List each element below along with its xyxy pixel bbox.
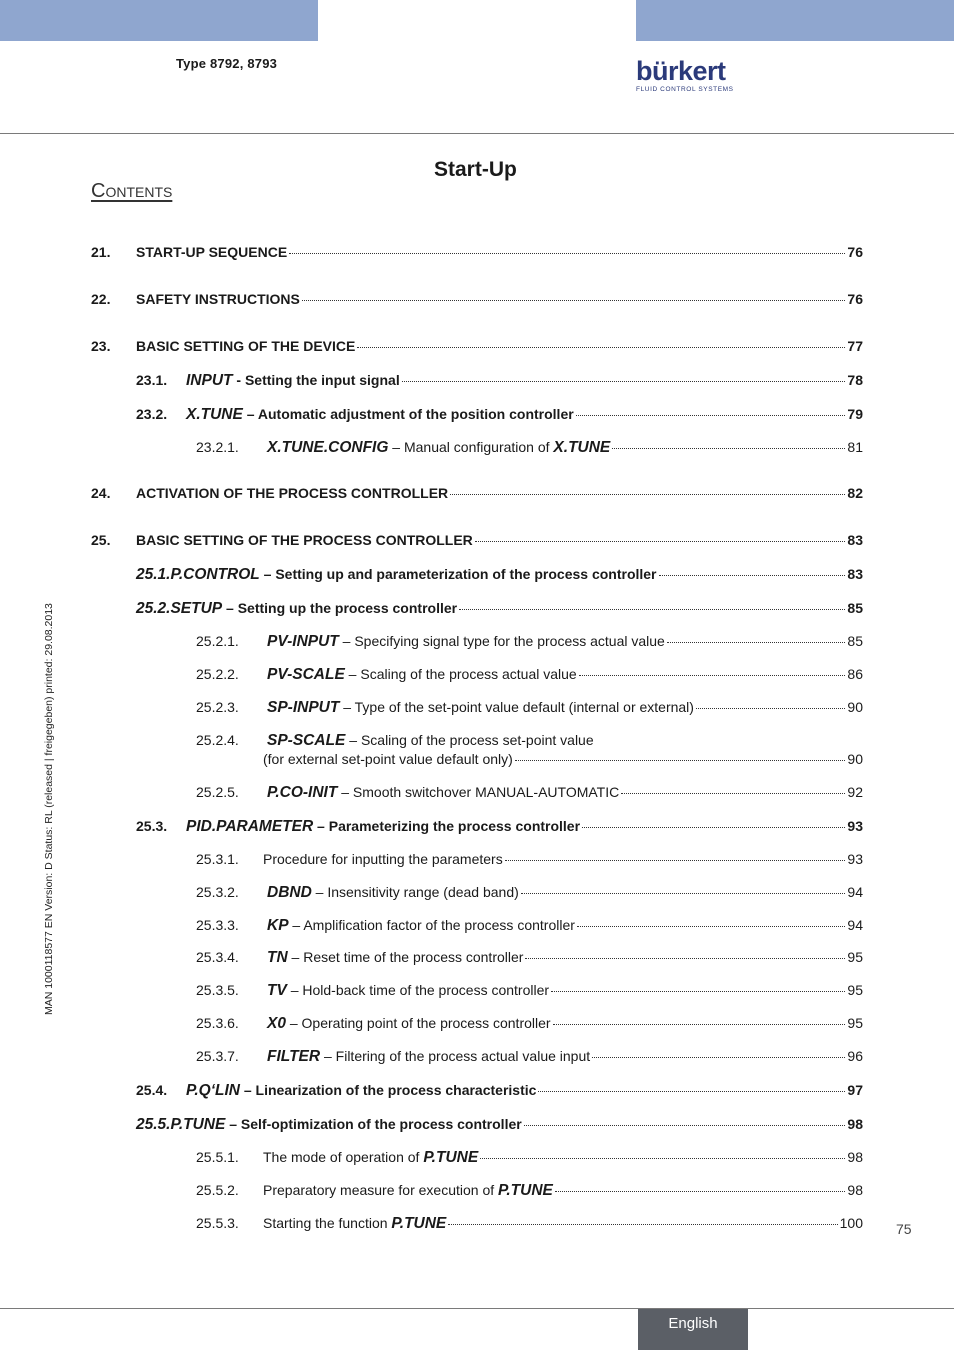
- toc-entry-leader: [515, 760, 846, 761]
- toc-entry-number: 23.2.: [136, 406, 168, 422]
- toc-entry-number: 25.4.: [136, 1082, 168, 1098]
- toc-entry-title: – Amplification factor of the process controller: [288, 917, 575, 933]
- toc-entry-title: SAFETY INSTRUCTIONS: [136, 291, 300, 307]
- toc-entry-leader: [579, 675, 846, 676]
- toc-entry-leader: [289, 253, 845, 254]
- toc-entry-title: – Self-optimization of the process controller: [225, 1116, 522, 1132]
- toc-entry-keyword: TN: [267, 949, 288, 966]
- toc-entry-number: 25.3.: [136, 818, 168, 834]
- toc-entry-title: Procedure for inputting the parameters: [263, 851, 503, 867]
- toc-entry-leader: [555, 1191, 846, 1192]
- toc-entry-number: 25.: [91, 532, 111, 548]
- toc-entry-page: 83: [847, 532, 863, 548]
- toc-entry-number: 23.: [91, 338, 111, 354]
- toc-entry-keyword: X.TUNE: [186, 406, 243, 423]
- logo-wordmark: bürkert: [636, 56, 726, 86]
- toc-entry-title: – Manual configuration of: [388, 439, 554, 455]
- toc-entry-leader: [302, 300, 846, 301]
- toc-entry-number: 25.5.2.: [196, 1182, 239, 1198]
- toc-entry-leader: [448, 1224, 837, 1225]
- toc-entry[interactable]: [196, 784, 863, 802]
- toc-entry-title: – Filtering of the process actual value input: [320, 1048, 591, 1064]
- toc-entry-leader: [475, 541, 846, 542]
- toc-entry-title: – Reset time of the process controller: [287, 949, 524, 965]
- toc-entry-keyword: X.TUNE: [553, 439, 611, 456]
- toc-entry-title: BASIC SETTING OF THE PROCESS CONTROLLER: [136, 532, 473, 548]
- toc-entry[interactable]: [136, 818, 863, 836]
- toc-entry-page: 81: [847, 439, 863, 455]
- toc-entry-keyword: 25.5.P.TUNE: [136, 1116, 226, 1133]
- toc-entry[interactable]: [196, 1015, 863, 1033]
- burkert-logo: [636, 56, 736, 96]
- toc-entry-keyword: SP-INPUT: [267, 699, 340, 716]
- toc-entry-page: 85: [847, 633, 863, 649]
- toc-entry[interactable]: [136, 1116, 863, 1134]
- toc-entry[interactable]: [91, 485, 863, 501]
- document-info-vertical: MAN 1000118577 EN Version: D Status: RL (released | freigegeben) printed: 29.08.2013: [43, 603, 55, 1015]
- toc-entry-title: – Operating point of the process controller: [285, 1015, 551, 1031]
- toc-entry-keyword: SP-SCALE: [267, 732, 346, 749]
- toc-entry[interactable]: [196, 699, 863, 717]
- toc-entry-leader: [525, 958, 845, 959]
- toc-entry-title: – Linearization of the process characteristic: [239, 1082, 537, 1098]
- toc-entry-page: 76: [847, 244, 863, 260]
- toc-entry-number: 23.1.: [136, 372, 168, 388]
- toc-entry[interactable]: [196, 633, 863, 651]
- toc-entry-page: 93: [847, 851, 863, 867]
- section-title: Start-Up: [434, 158, 517, 181]
- toc-entry-leader: [582, 827, 845, 828]
- toc-entry-number: 25.3.2.: [196, 884, 239, 900]
- header-divider: [0, 133, 954, 134]
- toc-entry-title: – Insensitivity range (dead band): [311, 884, 519, 900]
- toc-entry[interactable]: [196, 917, 863, 935]
- toc-entry[interactable]: [136, 406, 863, 424]
- toc-entry-title: – Specifying signal type for the process actual value: [338, 633, 665, 649]
- toc-entry[interactable]: [91, 291, 863, 307]
- toc-entry-page: 95: [847, 949, 863, 965]
- toc-entry-number: 25.3.1.: [196, 851, 239, 867]
- toc-entry-keyword: TV: [267, 982, 287, 999]
- toc-entry-leader: [480, 1158, 845, 1159]
- toc-entry[interactable]: [136, 600, 863, 618]
- toc-entry[interactable]: [196, 884, 863, 902]
- toc-entry-page: 83: [847, 566, 863, 582]
- toc-entry-page: 98: [847, 1149, 863, 1165]
- toc-entry-page: 93: [847, 818, 863, 834]
- header-accent-bar-right: [636, 0, 954, 41]
- toc-entry-leader: [357, 347, 845, 348]
- toc-entry-number: 25.3.7.: [196, 1048, 239, 1064]
- toc-entry-title: Starting the function: [263, 1215, 392, 1231]
- toc-entry-page: 95: [847, 1015, 863, 1031]
- toc-entry[interactable]: [196, 851, 863, 867]
- toc-entry-leader: [659, 575, 846, 576]
- toc-entry[interactable]: [196, 1149, 863, 1167]
- toc-entry-keyword: DBND: [267, 884, 312, 901]
- toc-entry-page: 98: [847, 1116, 863, 1132]
- toc-entry-title: The mode of operation of: [263, 1149, 424, 1165]
- toc-entry-keyword: 25.1.P.CONTROL: [136, 566, 260, 583]
- toc-entry[interactable]: [196, 666, 863, 684]
- toc-entry-title: – Smooth switchover MANUAL-AUTOMATIC: [337, 784, 620, 800]
- toc-entry-page: 78: [847, 372, 863, 388]
- toc-entry-number: 23.2.1.: [196, 439, 239, 455]
- toc-entry-continuation[interactable]: [263, 751, 863, 767]
- toc-entry-keyword: X0: [267, 1015, 286, 1032]
- toc-entry-page: 94: [847, 884, 863, 900]
- toc-entry-keyword: KP: [267, 917, 289, 934]
- toc-entry-page: 86: [847, 666, 863, 682]
- toc-entry-page: 96: [847, 1048, 863, 1064]
- contents-heading: Contents: [91, 180, 173, 202]
- toc-entry-number: 21.: [91, 244, 111, 260]
- toc-entry-leader: [612, 448, 845, 449]
- toc-entry-page: 92: [847, 784, 863, 800]
- toc-entry-keyword: INPUT: [186, 372, 233, 389]
- toc-entry-title: BASIC SETTING OF THE DEVICE: [136, 338, 356, 354]
- toc-entry-number: 25.3.6.: [196, 1015, 239, 1031]
- toc-entry-page: 90: [847, 751, 863, 767]
- toc-entry-page: 95: [847, 982, 863, 998]
- toc-entry-leader: [521, 893, 846, 894]
- toc-entry-title: – Setting up the process controller: [222, 600, 458, 616]
- toc-entry-page: 85: [847, 600, 863, 616]
- toc-entry-page: 76: [847, 291, 863, 307]
- toc-entry-number: 25.2.3.: [196, 699, 239, 715]
- logo-tagline: FLUID CONTROL SYSTEMS: [636, 86, 734, 93]
- toc-entry[interactable]: [196, 982, 863, 1000]
- document-type: Type 8792, 8793: [176, 56, 278, 71]
- toc-entry-leader: [450, 494, 845, 495]
- toc-entry-title: – Type of the set-point value default (internal or external): [339, 699, 694, 715]
- toc-entry-title: - Setting the input signal: [232, 372, 400, 388]
- toc-entry-number: 25.3.4.: [196, 949, 239, 965]
- toc-entry[interactable]: [196, 732, 863, 750]
- toc-entry-leader: [524, 1125, 846, 1126]
- toc-entry-title: – Scaling of the process actual value: [344, 666, 577, 682]
- toc-entry[interactable]: [196, 1215, 863, 1233]
- toc-entry-number: 25.5.1.: [196, 1149, 239, 1165]
- toc-entry-number: 25.2.4.: [196, 732, 239, 748]
- toc-entry-leader: [667, 642, 846, 643]
- toc-entry-leader: [459, 609, 845, 610]
- toc-entry-title: – Hold-back time of the process controller: [286, 982, 550, 998]
- header-accent-bar-left: [0, 0, 318, 41]
- toc-entry-page: 98: [847, 1182, 863, 1198]
- toc-entry[interactable]: [136, 566, 863, 584]
- toc-entry-keyword: P.Q‘LIN: [186, 1082, 240, 1099]
- toc-entry-keyword: P.TUNE: [423, 1149, 479, 1166]
- toc-entry-leader: [592, 1057, 845, 1058]
- toc-entry-page: 82: [847, 485, 863, 501]
- toc-entry-number: 25.2.1.: [196, 633, 239, 649]
- toc-entry-number: 22.: [91, 291, 111, 307]
- toc-entry-keyword: P.TUNE: [498, 1182, 553, 1199]
- toc-entry-number: 25.3.5.: [196, 982, 239, 998]
- toc-entry-title: START-UP SEQUENCE: [136, 244, 288, 260]
- toc-entry-number: 25.3.3.: [196, 917, 239, 933]
- toc-entry-leader: [696, 708, 845, 709]
- toc-entry-leader: [505, 860, 846, 861]
- toc-entry-leader: [621, 793, 845, 794]
- toc-entry[interactable]: [196, 949, 863, 967]
- toc-entry-page: 90: [847, 699, 863, 715]
- toc-entry[interactable]: [91, 244, 863, 260]
- toc-entry-keyword: P.CO-INIT: [267, 784, 338, 801]
- toc-entry[interactable]: [91, 338, 863, 354]
- toc-entry-title: ACTIVATION OF THE PROCESS CONTROLLER: [136, 485, 449, 501]
- toc-entry-keyword: FILTER: [267, 1048, 321, 1065]
- toc-entry[interactable]: [196, 439, 863, 457]
- toc-entry-keyword: P.TUNE: [391, 1215, 447, 1232]
- toc-entry-leader: [551, 991, 845, 992]
- toc-entry-keyword: PV-SCALE: [267, 666, 345, 683]
- toc-entry-leader: [553, 1024, 846, 1025]
- toc-entry-keyword: PID.PARAMETER: [186, 818, 314, 835]
- toc-entry-page: 94: [847, 917, 863, 933]
- toc-entry-page: 97: [847, 1082, 863, 1098]
- toc-entry[interactable]: [136, 1082, 863, 1100]
- toc-entry-page: 100: [839, 1215, 863, 1231]
- toc-entry-number: 24.: [91, 485, 111, 501]
- toc-entry-number: 25.2.5.: [196, 784, 239, 800]
- toc-entry-title: – Setting up and parameterization of the process controller: [259, 566, 657, 582]
- toc-entry-title: – Scaling of the process set-point value: [345, 732, 594, 748]
- toc-entry[interactable]: [196, 1048, 863, 1066]
- toc-entry-title: Preparatory measure for execution of: [263, 1182, 499, 1198]
- toc-entry-number: 25.2.2.: [196, 666, 239, 682]
- toc-entry-page: 79: [847, 406, 863, 422]
- toc-entry-title: – Parameterizing the process controller: [313, 818, 581, 834]
- toc-entry-leader: [577, 926, 846, 927]
- toc-entry[interactable]: [196, 1182, 863, 1200]
- toc-entry-number: 25.5.3.: [196, 1215, 239, 1231]
- toc-entry-keyword: 25.2.SETUP: [136, 600, 223, 617]
- toc-entry-leader: [402, 381, 846, 382]
- toc-entry[interactable]: [91, 532, 863, 548]
- toc-entry-keyword: PV-INPUT: [267, 633, 339, 650]
- toc-entry-leader: [576, 415, 846, 416]
- toc-entry-title: – Automatic adjustment of the position controller: [242, 406, 574, 422]
- toc-entry-leader: [538, 1091, 845, 1092]
- toc-entry-page: 77: [847, 338, 863, 354]
- toc-entry-keyword: X.TUNE.CONFIG: [267, 439, 389, 456]
- toc-entry[interactable]: [136, 372, 863, 390]
- toc-entry-title: (for external set-point value default only): [263, 751, 513, 767]
- footer-divider: [0, 1308, 954, 1309]
- page-number: 75: [896, 1221, 912, 1237]
- language-tab: English: [638, 1309, 748, 1350]
